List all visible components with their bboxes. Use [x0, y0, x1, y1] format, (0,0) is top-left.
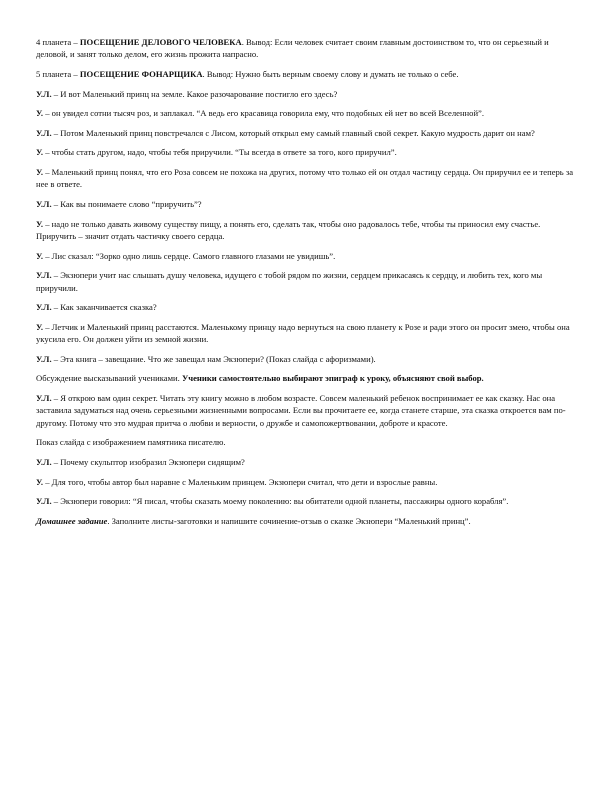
- bold-text: У.Л.: [36, 270, 52, 281]
- paragraph: [36, 515, 579, 527]
- bold-text: У.: [36, 108, 44, 119]
- paragraph: [36, 269, 579, 294]
- body-text: . Вывод: Нужно быть верным своему слову и думать не только о себе.: [202, 69, 459, 79]
- bold-text: У.: [36, 147, 44, 158]
- body-text: – Почему скульптор изобразил Экзюпери сидящим?: [51, 456, 245, 467]
- paragraph: [36, 476, 579, 488]
- bold-text: ПОСЕЩЕНИЕ ДЕЛОВОГО ЧЕЛОВЕКА: [79, 37, 242, 47]
- body-text: Показ слайда с изображением памятника писателю.: [36, 437, 226, 448]
- paragraph: [36, 456, 579, 468]
- emphasis-text: Домашнее задание: [36, 515, 108, 526]
- body-text: – Экзюпери говорил: “Я писал, чтобы сказать моему поколению: вы обитатели одной планеты, пассажиры одного корабля”.: [51, 496, 509, 507]
- bold-text: ПОСЕЩЕНИЕ ФОНАРЩИКА: [79, 69, 203, 79]
- body-text: 4 планета –: [36, 37, 80, 47]
- bold-text: У.Л.: [36, 392, 52, 403]
- paragraph: [36, 198, 579, 210]
- bold-text: У.: [36, 166, 44, 177]
- bold-text: У.Л.: [36, 88, 52, 99]
- body-text: 5 планета –: [36, 69, 80, 79]
- body-text: – Лис сказал: “Зорко одно лишь сердце. Самого главного глазами не увидишь”.: [43, 250, 336, 261]
- bold-text: У.Л.: [36, 456, 52, 467]
- paragraph: [36, 392, 579, 429]
- paragraph: [36, 321, 579, 346]
- body-text: – Как заканчивается сказка?: [51, 302, 157, 313]
- paragraph: [36, 146, 579, 158]
- paragraph: [36, 250, 579, 262]
- paragraph: [36, 495, 579, 507]
- body-text: . Вывод: Если человек считает своим главным достоинством то, что он серьезный и деловой, и занят только делом, его жизнь прожита напрасно.: [36, 37, 549, 60]
- bold-text: У.Л.: [36, 198, 52, 209]
- paragraph: [36, 436, 579, 448]
- bold-italic-span: [36, 516, 107, 526]
- body-text: – Как вы понимаете слово “приручить”?: [51, 198, 202, 209]
- bold-text: У.Л.: [36, 302, 52, 313]
- body-text: – Маленький принц понял, что его Роза совсем не похожа на других, потому что только ей он отдал частицу сердца. Он приручил ее и теперь за нее в ответе.: [36, 166, 574, 190]
- paragraph: [36, 353, 579, 365]
- bold-text: У.: [36, 250, 44, 261]
- paragraph: [36, 107, 579, 119]
- bold-text: У.: [36, 476, 44, 487]
- paragraph: [36, 36, 579, 61]
- body-text: – Я открою вам один секрет. Читать эту книгу можно в любом возрасте. Совсем маленький ребенок воспринимает ее как сказку. Нас она заставила задуматься над очень серьезными жизненными вопросами. Если вы прочитаете ее, когда станете старше, эта сказка откроется вам по-другому. Потому что это мудрая притча о любви и верности, о дружбе и самопожертвовании, доброте и красоте.: [36, 392, 566, 428]
- bold-text: Ученики самостоятельно выбирают эпиграф к уроку, объясняют свой выбор.: [181, 373, 484, 384]
- bold-text: У.: [36, 218, 44, 229]
- bold-text: У.Л.: [36, 496, 52, 507]
- paragraph: [36, 166, 579, 191]
- paragraph: [36, 301, 579, 313]
- paragraph: [36, 68, 579, 80]
- body-text: – надо не только давать живому существу пищу, а понять его, сделать так, чтобы оно радовалось тебе, чтобы ты приносил ему счастье. Приручить – значит отдать частичку своего сердца.: [36, 218, 541, 241]
- bold-text: У.Л.: [36, 353, 52, 364]
- body-text: – Потом Маленький принц повстречался с Лисом, который открыл ему самый главный свой секрет. Какую мудрость дарит он нам?: [51, 127, 535, 138]
- body-text: Обсуждение высказываний учениками.: [36, 373, 182, 384]
- body-text: – И вот Маленький принц на земле. Какое разочарование постигло его здесь?: [51, 88, 338, 99]
- paragraph: [36, 372, 579, 384]
- body-text: . Заполните листы-заготовки и напишите сочинение-отзыв о сказке Экзюпери “Маленький принц”.: [107, 515, 471, 526]
- document-page: [36, 36, 579, 534]
- body-text: – Для того, чтобы автор был наравне с Маленьким принцем. Экзюпери считал, что дети и взрослые равны.: [43, 476, 438, 487]
- paragraph: [36, 88, 579, 100]
- body-text: – Эта книга – завещание. Что же завещал нам Экзюпери? (Показ слайда с афоризмами).: [51, 353, 376, 364]
- body-text: – он увидел сотни тысяч роз, и заплакал. “А ведь его красавица говорила ему, что подобных ей нет во всей Вселенной”.: [43, 108, 485, 119]
- paragraph: [36, 127, 579, 139]
- body-text: – Летчик и Маленький принц расстаются. Маленькому принцу надо вернуться на свою планету к Розе и ради этого он просит змею, чтобы она укусила его. Он должен уйти из земной жизни.: [36, 321, 570, 345]
- body-text: – чтобы стать другом, надо, чтобы тебя приручили. “Ты всегда в ответе за того, кого приручил”.: [43, 147, 397, 158]
- bold-text: У.Л.: [36, 127, 52, 138]
- body-text: – Экзюпери учит нас слышать душу человека, идущего с тобой рядом по жизни, сердцем прикасаясь к сердцу, и любить тех, кого мы приручили.: [36, 270, 543, 293]
- paragraph: [36, 218, 579, 243]
- bold-text: У.: [36, 321, 44, 332]
